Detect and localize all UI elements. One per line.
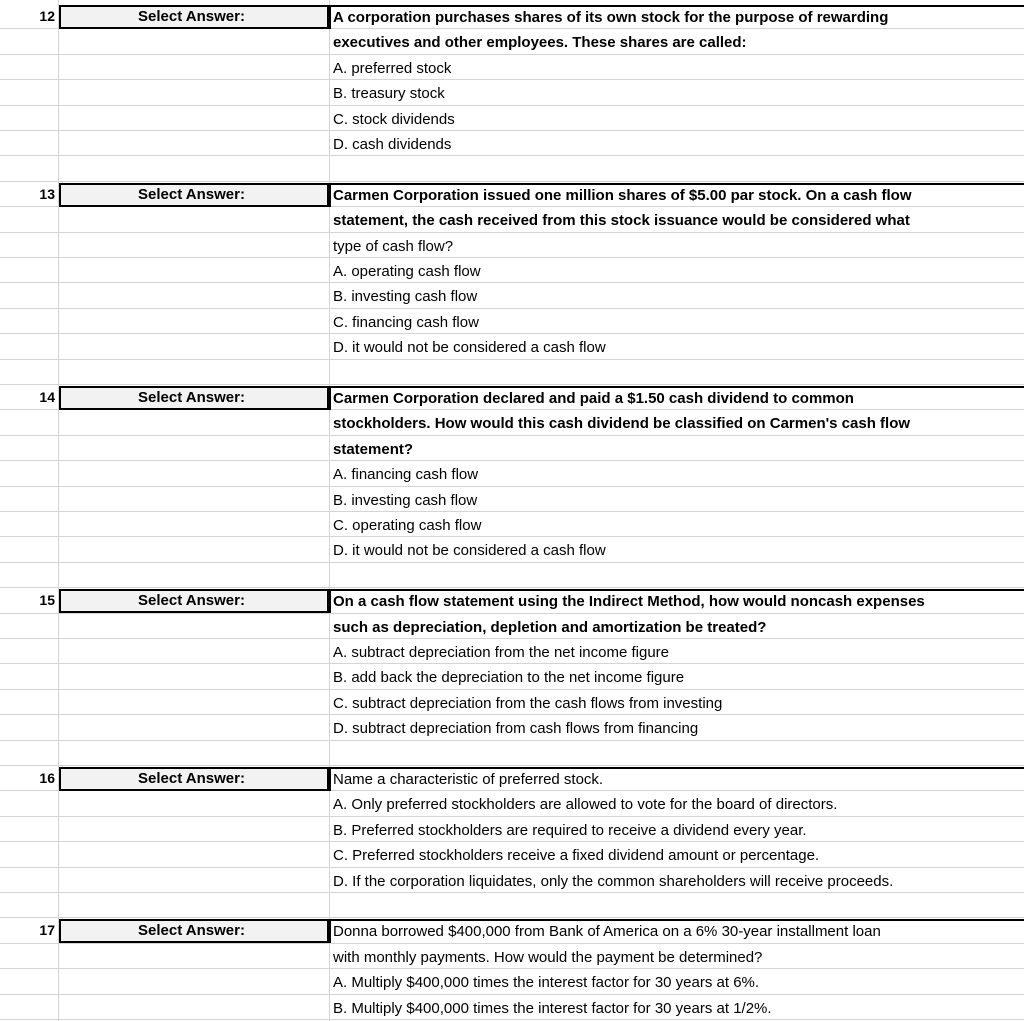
question-text-block (333, 5, 1023, 157)
question-stem-line: On a cash flow statement using the Indirect Method, how would noncash expenses (333, 593, 925, 611)
answer-option: A. Only preferred stockholders are allowed to vote for the board of directors. (333, 796, 838, 814)
answer-option: C. financing cash flow (333, 313, 479, 331)
answer-option: C. operating cash flow (333, 516, 482, 534)
question-number: 17 (39, 922, 55, 939)
question-stem-line: type of cash flow? (333, 237, 454, 255)
answer-option: B. add back the depreciation to the net income figure (333, 669, 685, 687)
select-answer-label: Select Answer: (138, 389, 245, 406)
question-stem-line: Carmen Corporation issued one million shares of $5.00 par stock. On a cash flow (333, 186, 912, 204)
select-answer-dropdown[interactable] (59, 183, 329, 207)
question-number: 14 (39, 389, 55, 405)
question-stem-line: statement, the cash received from this stock issuance would be considered what (333, 212, 910, 230)
select-answer-dropdown[interactable] (59, 589, 329, 613)
select-answer-label: Select Answer: (138, 185, 245, 203)
grid-row (0, 563, 1024, 588)
select-answer-label: Select Answer: (138, 770, 245, 787)
grid-row (0, 893, 1024, 918)
select-answer-label: Select Answer: (138, 922, 245, 940)
answer-option: B. investing cash flow (333, 288, 478, 306)
answer-option: A. operating cash flow (333, 262, 481, 280)
grid-row (0, 360, 1024, 385)
answer-option: A. preferred stock (333, 59, 452, 77)
grid-row (0, 741, 1024, 766)
question-text-block (333, 589, 1023, 741)
question-stem-line: statement? (333, 440, 414, 458)
grid-row (0, 156, 1024, 181)
question-text-block (333, 386, 1023, 564)
select-answer-label: Select Answer: (138, 592, 245, 610)
select-answer-dropdown[interactable] (59, 767, 329, 791)
question-number: 16 (39, 770, 55, 786)
answer-option: A. financing cash flow (333, 466, 479, 484)
question-number: 13 (39, 185, 55, 202)
question-stem-line: stockholders. How would this cash dividend be classified on Carmen's cash flow (333, 415, 911, 433)
select-answer-dropdown[interactable] (59, 5, 329, 29)
answer-option: A. Multiply $400,000 times the interest factor for 30 years at 6%. (333, 974, 760, 992)
question-stem-line: with monthly payments. How would the payment be determined? (333, 948, 763, 966)
question-stem-line: Donna borrowed $400,000 from Bank of America on a 6% 30-year installment loan (333, 923, 881, 941)
answer-option: D. cash dividends (333, 135, 452, 153)
answer-option: B. investing cash flow (333, 491, 478, 509)
answer-option: D. If the corporation liquidates, only the common shareholders will receive proceeds. (333, 872, 894, 890)
question-text-block (333, 183, 1023, 361)
answer-option: C. subtract depreciation from the cash flows from investing (333, 694, 723, 712)
question-stem-line: Carmen Corporation declared and paid a $1.50 cash dividend to common (333, 390, 854, 407)
answer-option: B. Multiply $400,000 times the interest factor for 30 years at 1/2%. (333, 999, 772, 1017)
question-stem-line: executives and other employees. These shares are called: (333, 34, 747, 52)
answer-option: D. it would not be considered a cash flow (333, 339, 606, 357)
question-number: 12 (39, 8, 55, 24)
question-stem-line: A corporation purchases shares of its own stock for the purpose of rewarding (333, 9, 889, 26)
question-number: 15 (39, 592, 55, 609)
answer-option: D. subtract depreciation from cash flows from financing (333, 720, 699, 738)
answer-option: D. it would not be considered a cash flow (333, 542, 606, 560)
question-text-block (333, 767, 1023, 894)
answer-option: A. subtract depreciation from the net income figure (333, 643, 670, 661)
select-answer-label: Select Answer: (138, 8, 245, 25)
question-stem-line: such as depreciation, depletion and amortization be treated? (333, 618, 767, 636)
question-stem-line: Name a characteristic of preferred stock. (333, 771, 604, 788)
answer-option: B. treasury stock (333, 85, 445, 103)
select-answer-dropdown[interactable] (59, 919, 329, 943)
answer-option: C. Preferred stockholders receive a fixed dividend amount or percentage. (333, 847, 820, 865)
answer-option: B. Preferred stockholders are required to receive a dividend every year. (333, 821, 807, 839)
question-text-block (333, 919, 1023, 1021)
select-answer-dropdown[interactable] (59, 386, 329, 410)
answer-option: C. stock dividends (333, 110, 455, 128)
